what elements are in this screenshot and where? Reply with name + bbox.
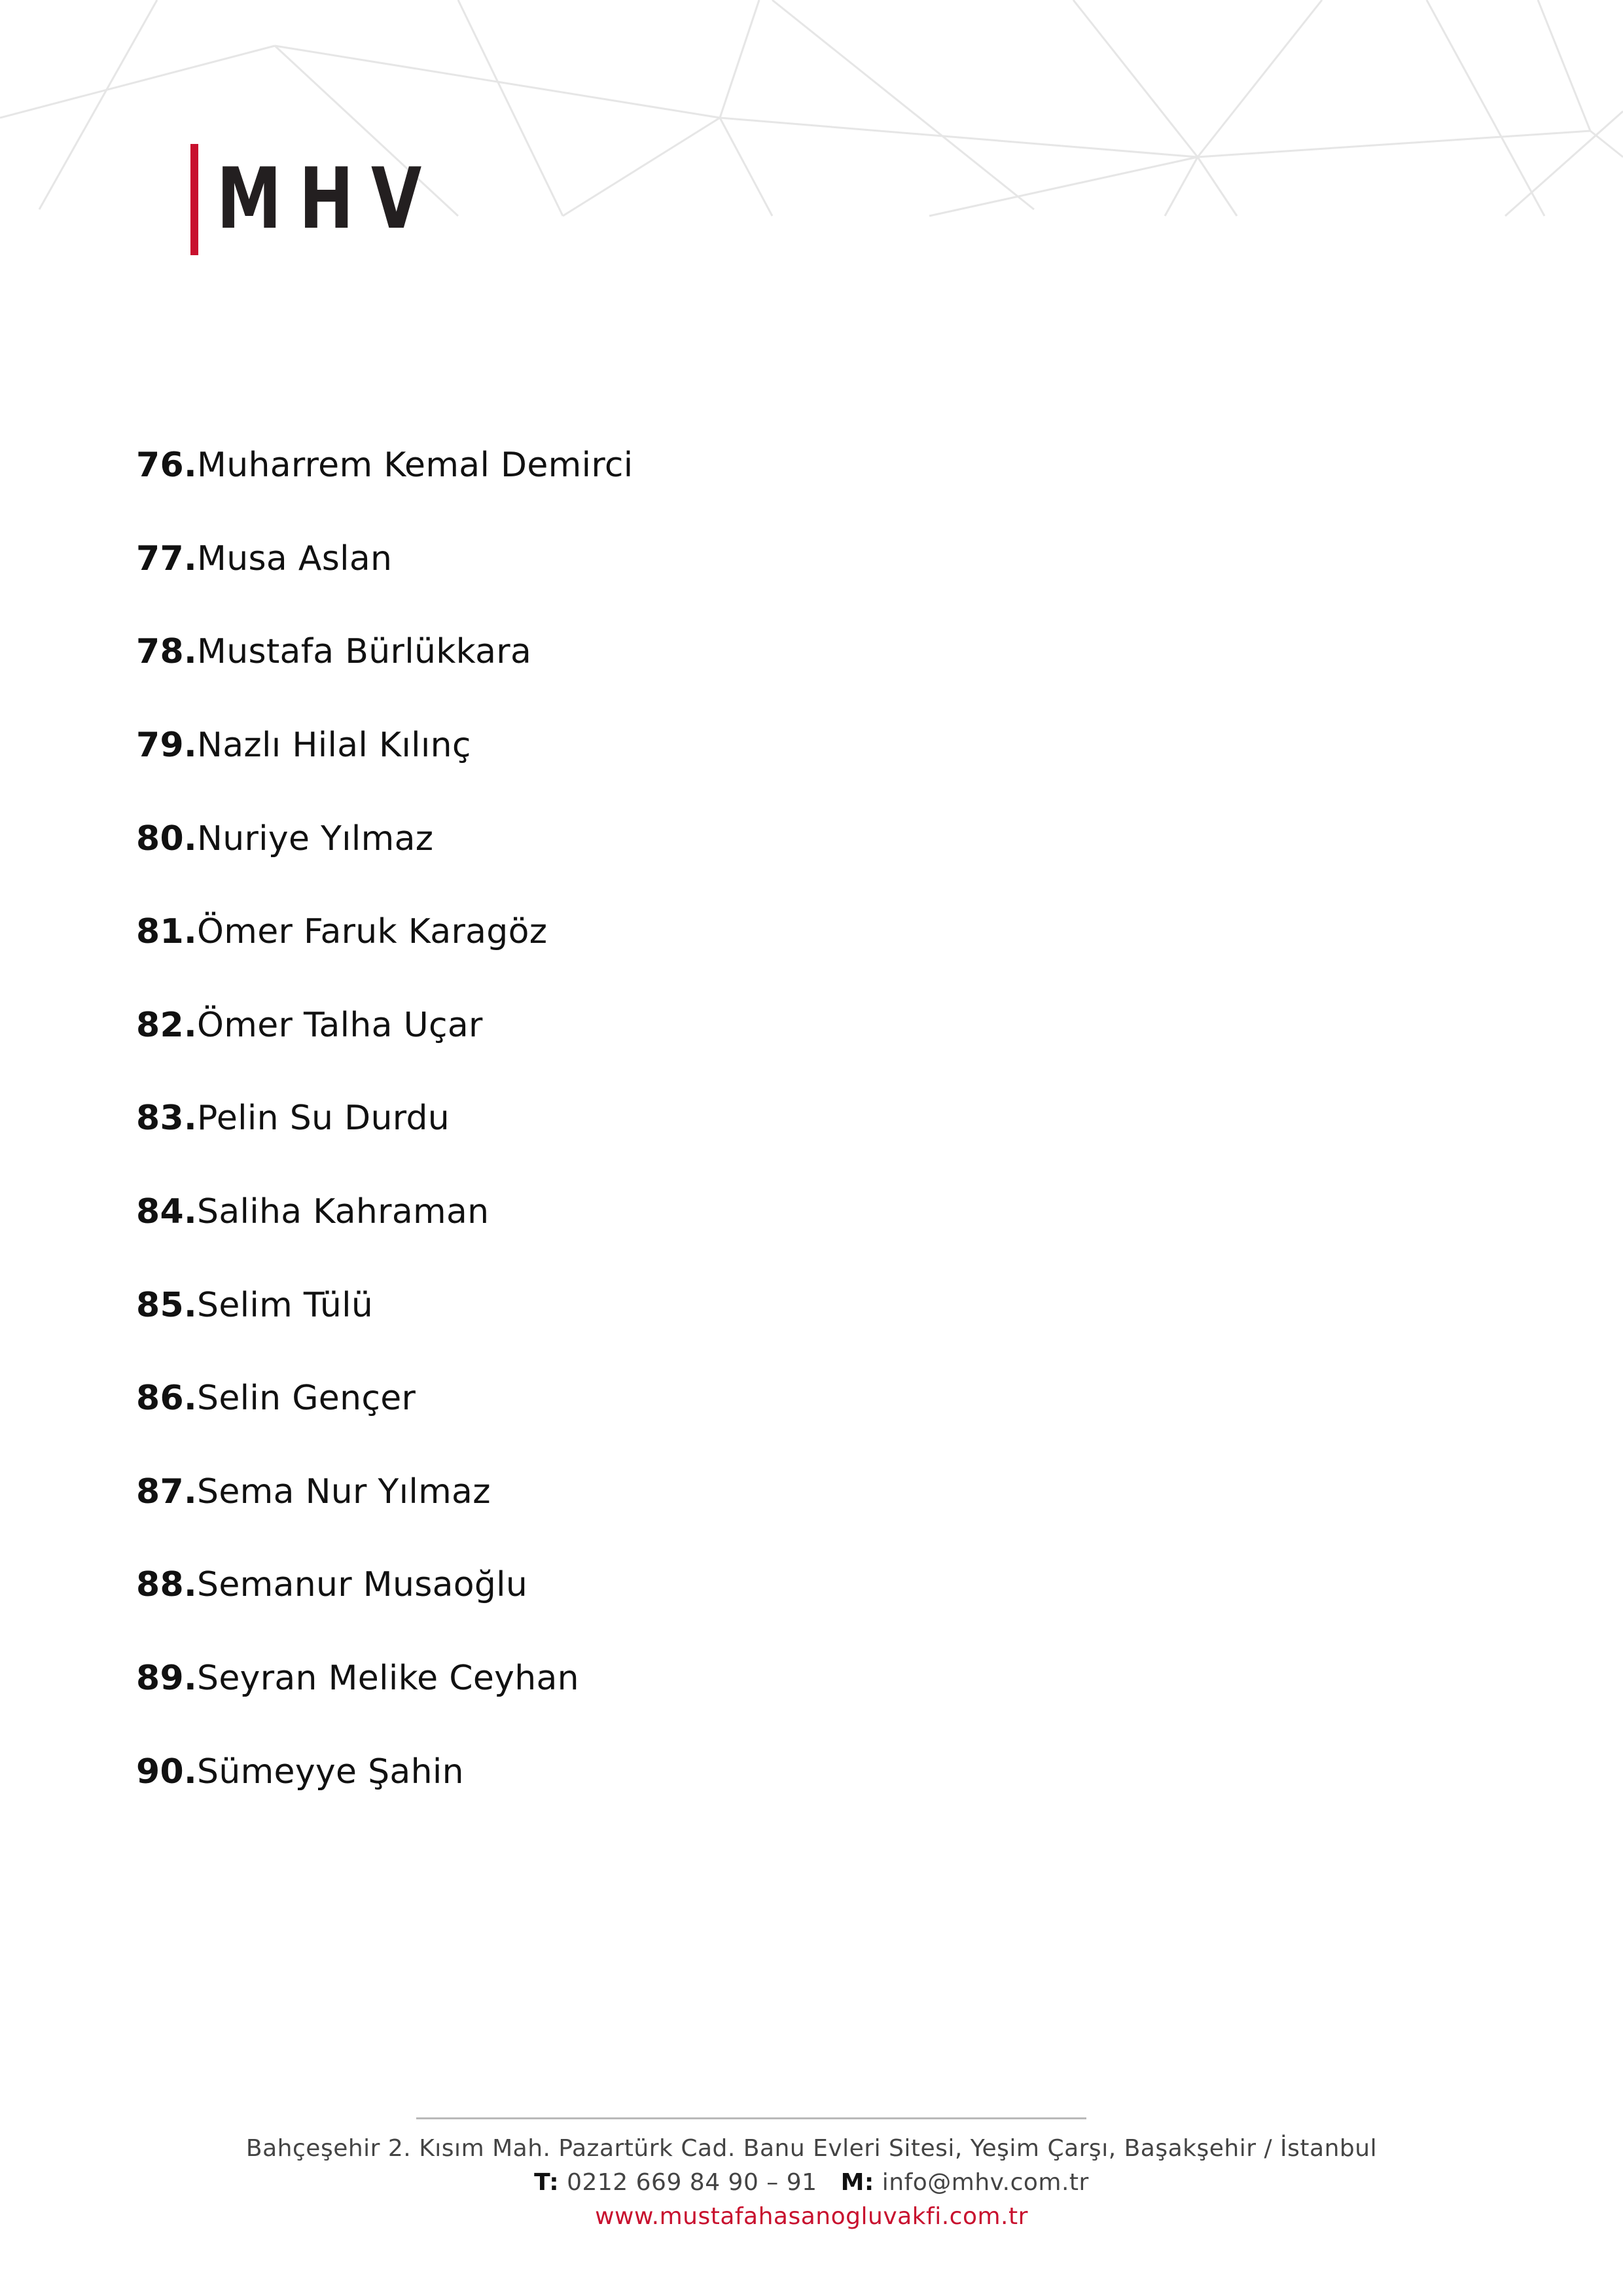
list-item-number: 82. — [136, 1005, 198, 1045]
phone-number[interactable]: 0212 669 84 90 – 91 — [567, 2169, 817, 2196]
list-item — [136, 885, 633, 979]
list-item-number: 76. — [136, 446, 198, 486]
list-item-number: 80. — [136, 819, 198, 858]
list-item — [136, 699, 633, 792]
list-item-name: Ömer Talha Uçar — [197, 1005, 483, 1045]
list-item-name: Semanur Musaoğlu — [197, 1565, 528, 1605]
list-item-number: 83. — [136, 1099, 198, 1139]
name-list — [136, 419, 633, 1818]
mhv-logo — [190, 144, 502, 255]
footer-contact — [0, 2166, 1623, 2200]
website-link[interactable]: www.mustafahasanogluvakfi.com.tr — [595, 2203, 1028, 2230]
phone-label: T: — [534, 2169, 560, 2196]
list-item — [136, 419, 633, 512]
list-item-name: Mustafa Bürlükkara — [197, 632, 532, 672]
list-item-number: 79. — [136, 726, 198, 766]
list-item — [136, 979, 633, 1072]
mail-address[interactable]: info@mhv.com.tr — [882, 2169, 1089, 2196]
list-item-number: 84. — [136, 1192, 198, 1232]
list-item-name: Sümeyye Şahin — [197, 1752, 464, 1792]
list-item-name: Nuriye Yılmaz — [197, 819, 434, 858]
list-item-name: Ömer Faruk Karagöz — [197, 912, 548, 952]
list-item-number: 90. — [136, 1752, 198, 1792]
list-item-number: 81. — [136, 912, 198, 952]
list-item-name: Selin Gençer — [197, 1379, 416, 1419]
list-item — [136, 512, 633, 606]
list-item-name: Sema Nur Yılmaz — [197, 1472, 491, 1511]
mail-label: M: — [840, 2169, 874, 2196]
list-item-number: 88. — [136, 1565, 198, 1605]
list-item — [136, 605, 633, 699]
list-item — [136, 1072, 633, 1165]
list-item-number: 77. — [136, 539, 198, 578]
list-item — [136, 1258, 633, 1352]
logo-text: MHV — [217, 150, 439, 248]
list-item-name: Selim Tülü — [197, 1285, 374, 1325]
list-item — [136, 792, 633, 885]
logo-accent-bar — [190, 144, 198, 255]
footer-divider — [416, 2117, 1086, 2119]
list-item-number: 78. — [136, 632, 198, 672]
list-item-number: 86. — [136, 1379, 198, 1419]
list-item — [136, 1725, 633, 1818]
list-item-name: Musa Aslan — [197, 539, 393, 578]
list-item — [136, 1632, 633, 1725]
list-item-number: 89. — [136, 1659, 198, 1699]
list-item — [136, 1352, 633, 1445]
list-item-name: Muharrem Kemal Demirci — [197, 446, 633, 486]
list-item-number: 85. — [136, 1285, 198, 1325]
list-item-name: Pelin Su Durdu — [197, 1099, 450, 1139]
list-item-name: Saliha Kahraman — [197, 1192, 490, 1232]
list-item — [136, 1445, 633, 1539]
footer — [0, 2132, 1623, 2234]
list-item-number: 87. — [136, 1472, 198, 1511]
list-item — [136, 1538, 633, 1632]
list-item — [136, 1165, 633, 1259]
list-item-name: Seyran Melike Ceyhan — [197, 1659, 579, 1699]
footer-address: Bahçeşehir 2. Kısım Mah. Pazartürk Cad. Banu Evleri Sitesi, Yeşim Çarşı, Başakşehir / İstanbul — [245, 2135, 1378, 2162]
list-item-name: Nazlı Hilal Kılınç — [197, 726, 471, 766]
